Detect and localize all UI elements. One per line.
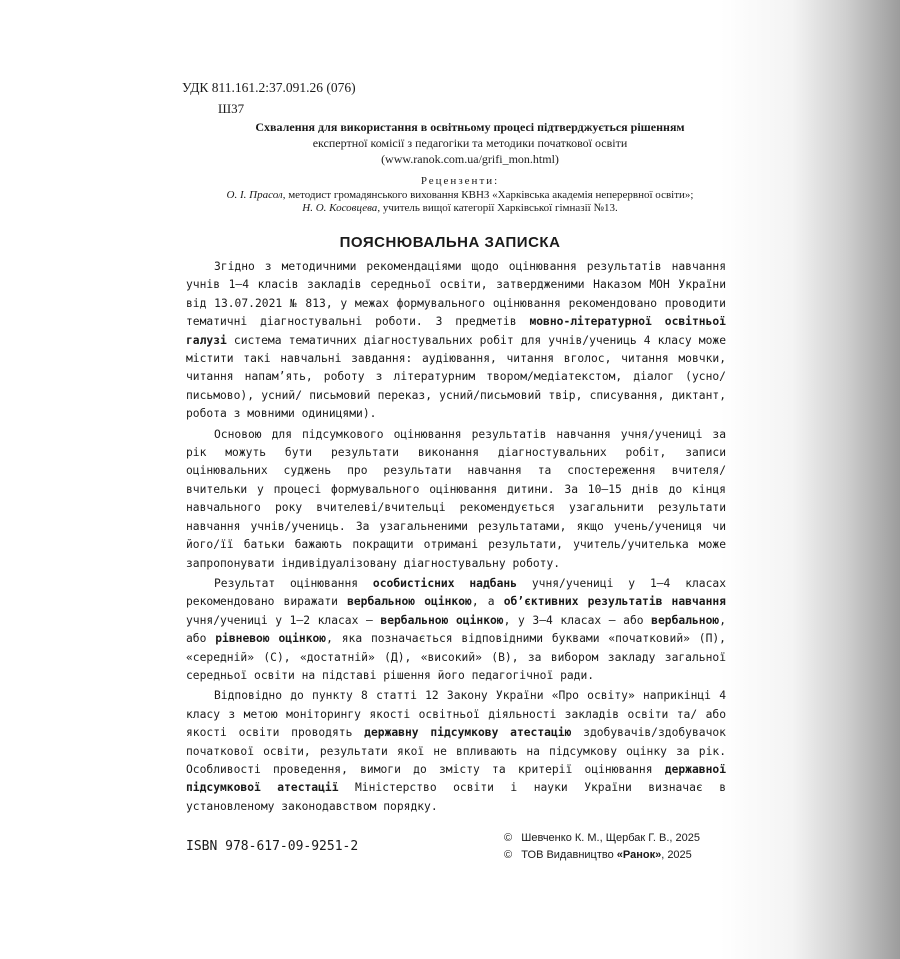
copyright-year: , 2025 bbox=[661, 849, 692, 861]
explanatory-note-body bbox=[186, 258, 726, 818]
isbn: ISBN 978-617-09-9251-2 bbox=[186, 839, 359, 854]
paragraph-3-text-i: , у 3–4 класах — або bbox=[503, 613, 652, 627]
paragraph-3 bbox=[186, 575, 726, 685]
paragraph-1 bbox=[186, 258, 726, 424]
paragraph-3-text-e: , а bbox=[471, 595, 504, 609]
paragraph-3-bold-b: особистісних надбань bbox=[372, 576, 517, 590]
paragraph-4-text-a: Відповідно до пункту 8 статті 12 Закону України «Про освіту» наприкінці 4 класу з метою моніторингу якості освітньої діяльності закладів освіти та/ або якості освіти проводять bbox=[186, 689, 726, 740]
copyright-line-2 bbox=[504, 847, 700, 864]
paragraph-3-text-k: , або bbox=[186, 613, 726, 646]
approval-notice bbox=[200, 119, 740, 167]
reviewer-1-name: О. І. Прасол bbox=[226, 188, 283, 201]
page-title: ПОЯСНЮВАЛЬНА ЗАПИСКА bbox=[339, 234, 561, 251]
reviewer-1 bbox=[160, 189, 760, 203]
copyright-symbol: © bbox=[504, 832, 513, 844]
paragraph-1-text-a: Згідно з методичними рекомендаціями щодо оцінювання результатів навчання учнів 1–4 класів закладів середньої освіти, затвердженими Наказом МОН України від 13.07.2021 № 813, у межах формувального оцінювання рекомендовано проводити тематичні діагностувальні роботи. З предметів bbox=[186, 260, 726, 329]
paragraph-1-bold: мовно-літературної освітньої галузі bbox=[186, 315, 726, 347]
approval-line-2: експертної комісії з педагогіки та методики початкової освіти bbox=[312, 136, 628, 150]
copyright-authors: Шевченко К. М., Щербак Г. В., 2025 bbox=[521, 832, 700, 844]
reviewer-2 bbox=[160, 202, 760, 216]
reviewers-title: Рецензенти: bbox=[420, 175, 500, 187]
paragraph-1-text-c: система тематичних діагностувальних робіт для учнів/учениць 4 класу може містити такі навчальні завдання: аудіювання, читання вголос, читання мовчки, читання напам’ять, роботу з літературним твором/медіатекстом, діалог (усно/письмово), усний/ письмовий переказ, усний/письмовий твір, списування, диктант, робота з мовними одиницями). bbox=[186, 333, 726, 421]
paragraph-3-text-c: учня/учениці у 1–4 класах рекомендовано виражати bbox=[186, 576, 727, 609]
reviewer-2-name: Н. О. Косовцева bbox=[302, 202, 378, 214]
paragraph-3-bold-l: рівневою оцінкою bbox=[215, 632, 327, 646]
approval-line-3: (www.ranok.com.ua/grifi_mon.html) bbox=[381, 152, 559, 166]
paragraph-3-bold-d: вербальною оцінкою bbox=[347, 595, 472, 609]
paragraph-4 bbox=[186, 687, 726, 816]
paragraph-3-text-a: Результат оцінювання bbox=[214, 576, 373, 590]
copyright-publisher-a: ТОВ Видавництво bbox=[521, 849, 617, 861]
copyright-block bbox=[504, 830, 700, 864]
paragraph-3-bold-h: вербальною оцінкою bbox=[380, 613, 504, 627]
paragraph-3-bold-j: вербальною bbox=[651, 613, 720, 627]
paragraph-3-bold-f: об’єктивних результатів навчання bbox=[503, 595, 726, 609]
paragraph-4-text-c: здобувачів/здобувачок початкової освіти, результати якої не впливають на підсумкову оцінку за рік. Особливості проведення, вимоги до змісту та критерії оцінювання bbox=[186, 726, 726, 776]
paragraph-4-bold-d: державної підсумкової атестації bbox=[186, 762, 726, 795]
paragraph-4-text-e: Міністерство освіти і науки України визначає в установленому законодавством порядку. bbox=[186, 781, 726, 813]
copyright-publisher-name: «Ранок» bbox=[616, 849, 662, 861]
paragraph-4-bold-b: державну підсумкову атестацію bbox=[364, 726, 572, 740]
reviewers-block bbox=[160, 175, 760, 216]
reviewer-1-desc: , методист громадянського виховання КВНЗ «Харківська академія неперервної освіти»; bbox=[282, 188, 694, 201]
paragraph-3-text-g: учня/учениці у 1–2 класах — bbox=[186, 613, 381, 627]
udk-code: УДК 811.161.2:37.091.26 (076) bbox=[182, 80, 356, 95]
reviewer-2-desc: , учитель вищої категорії Харківської гімназії №13. bbox=[377, 202, 618, 214]
author-code: Ш37 bbox=[218, 101, 245, 116]
paragraph-3-text-m: , яка позначається відповідними буквами «початковий» (П), «середній» (С), «достатній» (Д), «високий» (В), за вибором закладу загальної середньої освіти на підставі рішення його педагогічної ради. bbox=[186, 632, 726, 682]
approval-line-1: Схвалення для використання в освітньому процесі підтверджується рішенням bbox=[255, 120, 685, 134]
paragraph-2: Основою для підсумкового оцінювання результатів навчання учня/учениці за рік можуть бути результати виконання діагностувальних робіт, записи оцінювальних суджень про результати навчання та спостереження вчителя/ вчительки у процесі формувального оцінювання дитини. За 10–15 днів до кінця навчального року вчителеві/вчительці рекомендується узагальнити результати навчання учнів/учениць. За узагальненими результатами, якщо учень/учениця чи його/її батьки бажають покращити отримані результати, учитель/учителька може запропонувати індивідуалізовану діагностувальну роботу. bbox=[186, 427, 726, 570]
copyright-symbol: © bbox=[504, 849, 513, 861]
copyright-line-1 bbox=[504, 830, 700, 847]
